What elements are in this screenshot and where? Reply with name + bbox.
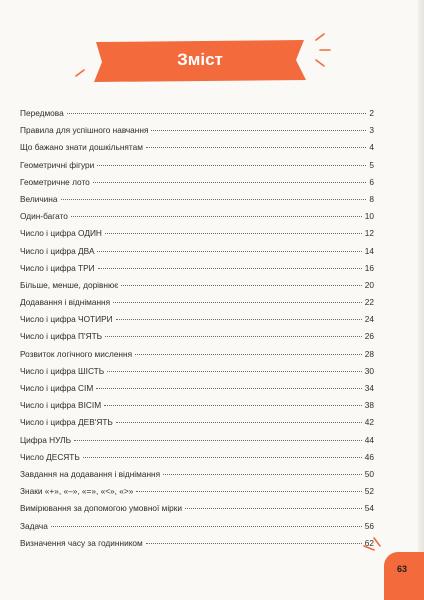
toc-entry-page: 62 xyxy=(364,537,374,548)
toc-entry-page: 52 xyxy=(364,486,374,497)
toc-dot-leader xyxy=(105,328,362,337)
toc-dot-leader xyxy=(135,346,362,355)
toc-dot-leader xyxy=(116,311,362,320)
toc-entry-page: 30 xyxy=(364,365,374,376)
toc-entry xyxy=(20,432,374,449)
toc-entry xyxy=(20,518,374,535)
toc-entry xyxy=(20,157,374,174)
toc-dot-leader xyxy=(136,483,361,492)
page-title: Зміст xyxy=(177,50,223,69)
toc-entry-page: 26 xyxy=(364,331,374,342)
toc-dot-leader xyxy=(93,174,367,183)
toc-entry-page: 44 xyxy=(364,434,374,445)
toc-dot-leader xyxy=(83,449,362,458)
toc-dot-leader xyxy=(51,518,362,527)
toc-entry-page: 3 xyxy=(369,125,374,136)
toc-entry xyxy=(20,191,374,208)
toc-dot-leader xyxy=(67,105,367,114)
toc-entry-page: 46 xyxy=(364,451,374,462)
page-edge xyxy=(418,0,424,600)
toc-entry-title: Геометричні фігури xyxy=(20,159,95,170)
toc-entry-title: Задача xyxy=(20,520,48,531)
toc-dot-leader xyxy=(121,277,361,286)
toc-entry xyxy=(20,294,374,311)
toc-entry xyxy=(20,483,374,500)
toc-entry-page: 20 xyxy=(364,279,374,290)
toc-entry-page: 24 xyxy=(364,314,374,325)
toc-entry-page: 10 xyxy=(364,211,374,222)
page-number: 63 xyxy=(396,564,407,574)
toc-entry-title: Більше, менше, дорівнює xyxy=(20,279,119,290)
toc-dot-leader xyxy=(97,157,366,166)
toc-entry xyxy=(20,225,374,242)
toc-entry-title: Розвиток логічного мислення xyxy=(20,348,133,359)
toc-entry xyxy=(20,260,374,277)
toc-entry-title: Додавання і віднімання xyxy=(20,297,111,308)
toc-entry xyxy=(20,535,374,552)
toc-entry xyxy=(20,363,374,380)
toc-dot-leader xyxy=(74,432,362,441)
toc-entry xyxy=(20,311,374,328)
toc-entry-title: Величина xyxy=(20,193,58,204)
toc-entry xyxy=(20,397,374,414)
toc-dot-leader xyxy=(105,225,362,234)
toc-dot-leader xyxy=(163,466,362,475)
toc-entry-title: Число і цифра ЧОТИРИ xyxy=(20,314,113,325)
toc-entry-title: Що бажано знати дошкільнятам xyxy=(20,142,143,153)
toc-entry-title: Число і цифра ВІСІМ xyxy=(20,400,102,411)
corner-decorative-ticks xyxy=(350,520,390,560)
title-banner xyxy=(90,38,310,84)
toc-dot-leader xyxy=(116,414,362,423)
toc-entry-page: 56 xyxy=(364,520,374,531)
toc-entry-title: Число і цифра П'ЯТЬ xyxy=(20,331,103,342)
toc-dot-leader xyxy=(113,294,362,303)
toc-dot-leader xyxy=(146,139,366,148)
toc-dot-leader xyxy=(185,500,362,509)
toc-entry xyxy=(20,328,374,345)
toc-entry-page: 4 xyxy=(369,142,374,153)
toc-entry-page: 42 xyxy=(364,417,374,428)
toc-dot-leader xyxy=(151,122,366,131)
toc-dot-leader xyxy=(146,535,362,544)
toc-entry xyxy=(20,500,374,517)
toc-entry-page: 22 xyxy=(364,297,374,308)
toc-entry-title: Число і цифра ДЕВ'ЯТЬ xyxy=(20,417,113,428)
table-of-contents xyxy=(20,105,374,552)
toc-dot-leader xyxy=(97,243,361,252)
toc-entry-title: Цифра НУЛЬ xyxy=(20,434,72,445)
toc-dot-leader xyxy=(96,380,361,389)
toc-entry xyxy=(20,139,374,156)
toc-entry-title: Передмова xyxy=(20,108,64,118)
toc-entry-page: 54 xyxy=(364,503,374,514)
toc-entry-title: Знаки «+», «–», «=», «<», «>» xyxy=(20,486,134,497)
toc-dot-leader xyxy=(71,208,362,217)
toc-entry-page: 5 xyxy=(369,159,374,170)
toc-entry-title: Число і цифра ДВА xyxy=(20,245,95,256)
toc-entry xyxy=(20,449,374,466)
toc-entry-title: Вимірювання за допомогою умовної мірки xyxy=(20,503,183,514)
toc-entry xyxy=(20,105,374,122)
toc-entry xyxy=(20,466,374,483)
toc-entry-page: 8 xyxy=(369,193,374,204)
toc-entry-page: 28 xyxy=(364,348,374,359)
toc-dot-leader xyxy=(104,397,362,406)
toc-entry-title: Число і цифра ТРИ xyxy=(20,262,95,273)
toc-entry xyxy=(20,208,374,225)
toc-entry-page: 34 xyxy=(364,383,374,393)
toc-entry-title: Число і цифра СІМ xyxy=(20,383,94,393)
toc-dot-leader xyxy=(61,191,367,200)
toc-entry-page: 6 xyxy=(369,176,374,187)
toc-entry xyxy=(20,174,374,191)
toc-entry xyxy=(20,122,374,139)
toc-entry xyxy=(20,380,374,397)
toc-entry-title: Число і цифра ШІСТЬ xyxy=(20,365,105,376)
corner-tab xyxy=(384,552,424,600)
toc-entry-title: Число і цифра ОДИН xyxy=(20,228,102,239)
toc-entry-title: Визначення часу за годинником xyxy=(20,537,143,548)
toc-entry-page: 16 xyxy=(364,262,374,273)
toc-dot-leader xyxy=(98,260,362,269)
toc-entry xyxy=(20,277,374,294)
toc-entry-title: Правила для успішного навчання xyxy=(20,125,149,136)
toc-entry-page: 50 xyxy=(364,468,374,479)
toc-entry-title: Число ДЕСЯТЬ xyxy=(20,451,80,462)
toc-entry xyxy=(20,243,374,260)
toc-entry-page: 38 xyxy=(364,400,374,411)
toc-entry-title: Геометричне лото xyxy=(20,176,90,187)
toc-dot-leader xyxy=(107,363,362,372)
toc-entry xyxy=(20,346,374,363)
toc-entry-page: 14 xyxy=(364,245,374,256)
toc-entry-page: 2 xyxy=(369,108,374,118)
toc-entry-title: Один-багато xyxy=(20,211,68,222)
toc-entry-page: 12 xyxy=(364,228,374,239)
toc-entry-title: Завдання на додавання і віднімання xyxy=(20,468,161,479)
toc-entry xyxy=(20,414,374,431)
